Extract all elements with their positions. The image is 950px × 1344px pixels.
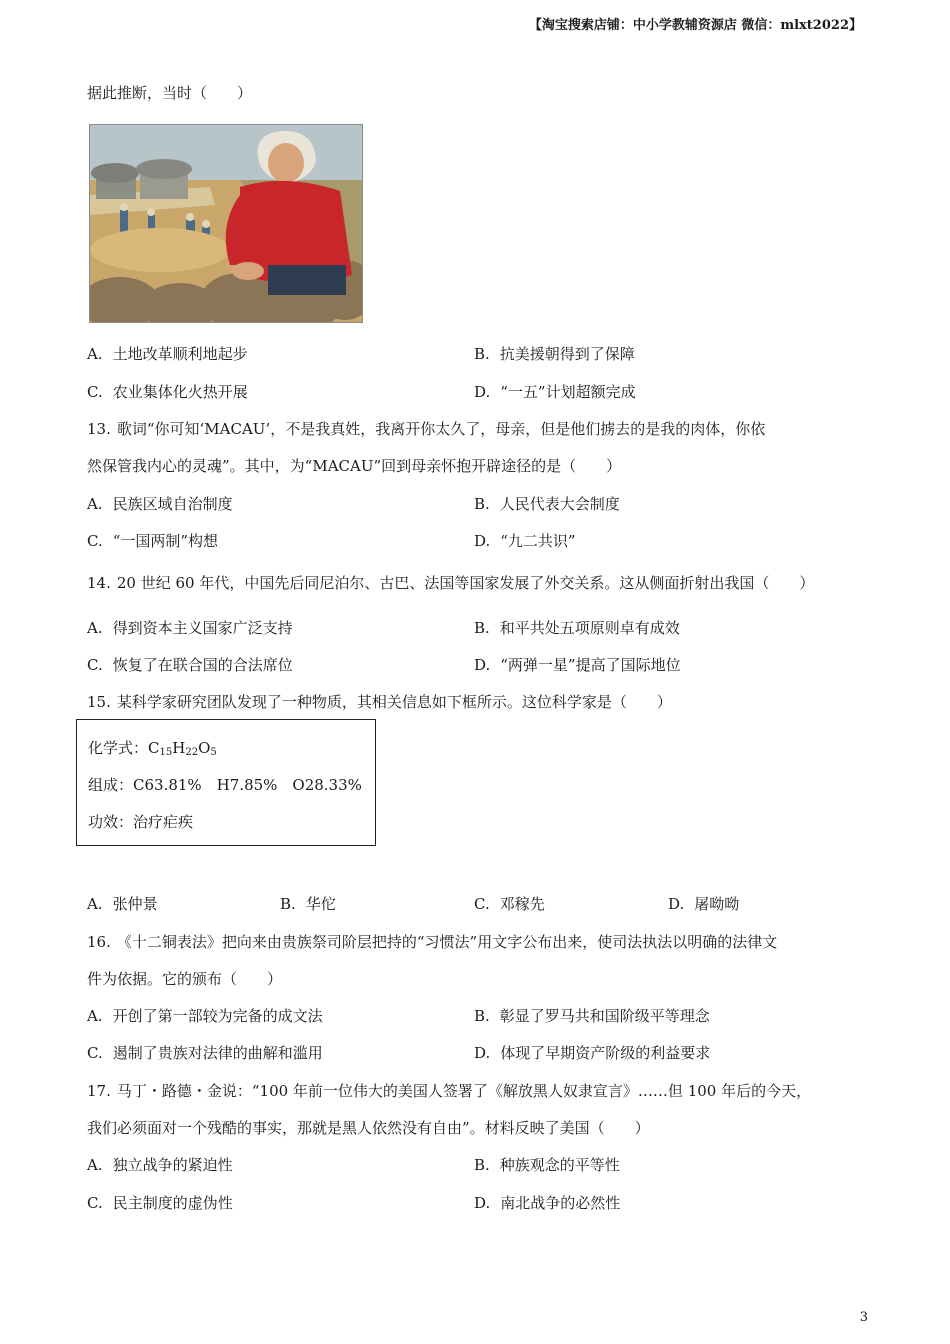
q14-option-c[interactable]: C. 恢复了在联合国的合法席位 <box>87 656 293 674</box>
q12-option-c[interactable]: C. 农业集体化火热开展 <box>87 383 248 401</box>
q17-option-c[interactable]: C. 民主制度的虚伪性 <box>87 1194 233 1212</box>
q16-option-a[interactable]: A. 开创了第一部较为完备的成文法 <box>87 1007 323 1025</box>
q12-option-d[interactable]: D. “一五”计划超额完成 <box>474 383 636 401</box>
painting-woman-with-grain-sacks-icon <box>90 125 362 322</box>
q16-stem-line1: 16. 《十二铜表法》把向来由贵族祭司阶层把持的“习惯法”用文字公布出来，使司法执法以明确的法律文 <box>87 933 778 951</box>
q13-option-b[interactable]: B. 人民代表大会制度 <box>474 495 620 513</box>
q17-option-d[interactable]: D. 南北战争的必然性 <box>474 1194 621 1212</box>
q17-stem-line1: 17. 马丁・路德・金说：“100 年前一位伟大的美国人签署了《解放黑人奴隶宣言》……但 100 年后的今天， <box>87 1082 812 1100</box>
q17-stem-line2: 我们必须面对一个残酷的事实，那就是黑人依然没有自由”。材料反映了美国（ ） <box>87 1119 650 1137</box>
q14-option-a[interactable]: A. 得到资本主义国家广泛支持 <box>87 619 293 637</box>
q12-option-a[interactable]: A. 土地改革顺利地起步 <box>87 345 248 363</box>
q16-option-c[interactable]: C. 遏制了贵族对法律的曲解和滥用 <box>87 1044 323 1062</box>
q15-option-d[interactable]: D. 屠呦呦 <box>668 895 740 913</box>
q14-stem: 14. 20 世纪 60 年代，中国先后同尼泊尔、古巴、法国等国家发展了外交关系。这从侧面折射出我国（ ） <box>87 574 815 592</box>
q15-info-box <box>76 719 376 846</box>
q13-option-d[interactable]: D. “九二共识” <box>474 532 576 550</box>
q13-stem-line1: 13. 歌词“你可知‘MACAU’，不是我真姓，我离开你太久了，母亲，但是他们掳去的是我的肉体，你依 <box>87 420 766 438</box>
q17-option-a[interactable]: A. 独立战争的紧迫性 <box>87 1156 233 1174</box>
page-header: 【淘宝搜索店铺：中小学教辅资源店 微信：mlxt2022】 <box>528 18 862 33</box>
q15-composition: 组成：C63.81% H7.85% O28.33% <box>88 776 362 794</box>
q12-option-b[interactable]: B. 抗美援朝得到了保障 <box>474 345 635 363</box>
q16-option-b[interactable]: B. 彰显了罗马共和国阶级平等理念 <box>474 1007 710 1025</box>
q13-stem-line2: 然保管我内心的灵魂”。其中，为“MACAU”回到母亲怀抱开辟途径的是（ ） <box>87 457 622 475</box>
q15-effect: 功效：治疗疟疾 <box>88 813 194 831</box>
q15-chemical-formula: 化学式：$C_{15}H_{22}O_5$ <box>88 739 217 758</box>
q13-option-c[interactable]: C. “一国两制”构想 <box>87 532 219 550</box>
q15-option-b[interactable]: B. 华佗 <box>280 895 336 913</box>
q17-option-b[interactable]: B. 种族观念的平等性 <box>474 1156 620 1174</box>
page-number: 3 <box>859 1310 868 1325</box>
q12-stem: 据此推断，当时（ ） <box>87 84 253 102</box>
q15-option-c[interactable]: C. 邓稼先 <box>474 895 545 913</box>
q12-illustration <box>89 124 363 323</box>
q14-option-d[interactable]: D. “两弹一星”提高了国际地位 <box>474 656 681 674</box>
q15-option-a[interactable]: A. 张仲景 <box>87 895 158 913</box>
q14-option-b[interactable]: B. 和平共处五项原则卓有成效 <box>474 619 680 637</box>
q16-stem-line2: 件为依据。它的颁布（ ） <box>87 970 283 988</box>
q16-option-d[interactable]: D. 体现了早期资产阶级的利益要求 <box>474 1044 711 1062</box>
q15-stem: 15. 某科学家研究团队发现了一种物质，其相关信息如下框所示。这位科学家是（ ） <box>87 693 672 711</box>
q13-option-a[interactable]: A. 民族区域自治制度 <box>87 495 233 513</box>
